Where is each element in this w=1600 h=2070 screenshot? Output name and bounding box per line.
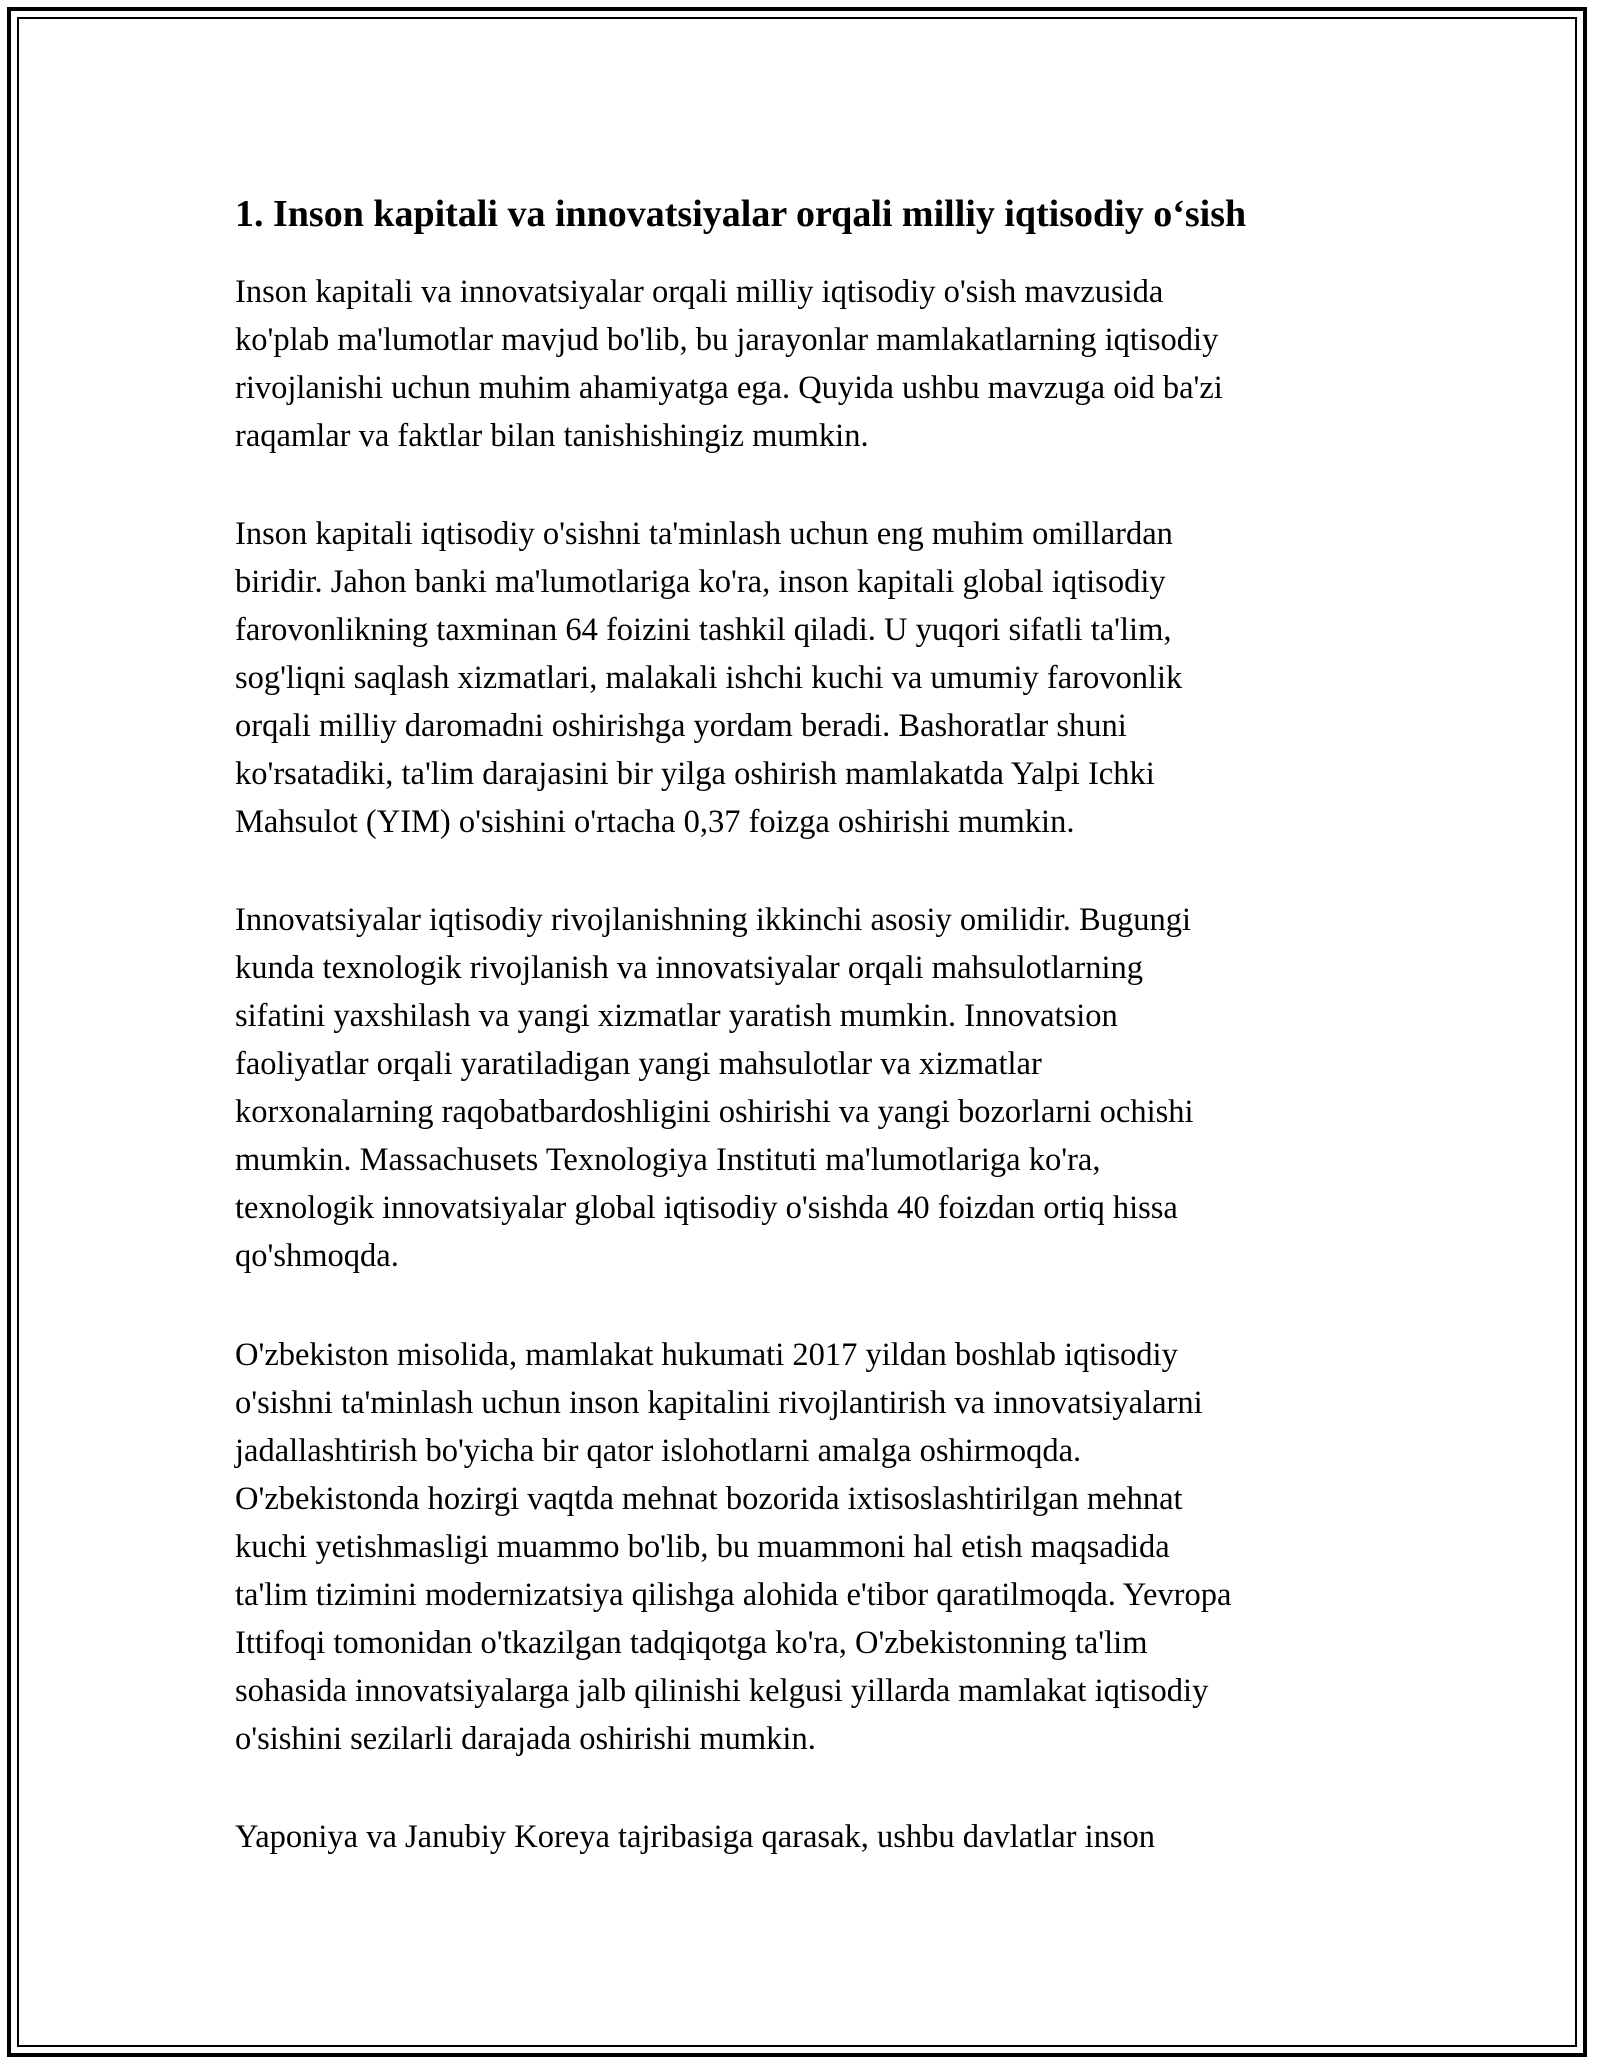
paragraph-3-line-7: texnologik innovatsiyalar global iqtisodiy o'sishda 40 foizdan ortiq hissa bbox=[235, 1190, 1178, 1226]
paragraph-4-line-1: O'zbekiston misolida, mamlakat hukumati 2017 yildan boshlab iqtisodiy bbox=[235, 1337, 1178, 1373]
paragraph-4-line-3: jadallashtirish bo'yicha bir qator islohotlarni amalga oshirmoqda. bbox=[235, 1433, 1082, 1469]
paragraph-4-line-8: sohasida innovatsiyalarga jalb qilinishi kelgusi yillarda mamlakat iqtisodiy bbox=[235, 1673, 1209, 1709]
paragraph-4-line-7: Ittifoqi tomonidan o'tkazilgan tadqiqotga ko'ra, O'zbekistonning ta'lim bbox=[235, 1625, 1148, 1661]
section-heading: 1. Inson kapitali va innovatsiyalar orqali milliy iqtisodiy o‘sish bbox=[235, 193, 1247, 235]
paragraph-4-line-6: ta'lim tizimini modernizatsiya qilishga alohida e'tibor qaratilmoqda. Yevropa bbox=[235, 1577, 1232, 1613]
paragraph-4-line-2: o'sishni ta'minlash uchun inson kapitalini rivojlantirish va innovatsiyalarni bbox=[235, 1385, 1203, 1421]
paragraph-3-line-3: sifatini yaxshilash va yangi xizmatlar yaratish mumkin. Innovatsion bbox=[235, 998, 1118, 1034]
paragraph-3-line-8: qo'shmoqda. bbox=[235, 1238, 399, 1274]
paragraph-2-line-3: farovonlikning taxminan 64 foizini tashkil qiladi. U yuqori sifatli ta'lim, bbox=[235, 612, 1172, 648]
paragraph-1-line-1: Inson kapitali va innovatsiyalar orqali milliy iqtisodiy o'sish mavzusida bbox=[235, 274, 1164, 310]
paragraph-2-line-6: ko'rsatadiki, ta'lim darajasini bir yilga oshirish mamlakatda Yalpi Ichki bbox=[235, 756, 1155, 792]
paragraph-3-line-1: Innovatsiyalar iqtisodiy rivojlanishning ikkinchi asosiy omilidir. Bugungi bbox=[235, 902, 1191, 938]
paragraph-5-line-1: Yaponiya va Janubiy Koreya tajribasiga qarasak, ushbu davlatlar inson bbox=[235, 1819, 1156, 1855]
paragraph-2-line-5: orqali milliy daromadni oshirishga yordam beradi. Bashoratlar shuni bbox=[235, 708, 1127, 744]
paragraph-2-line-4: sog'liqni saqlash xizmatlari, malakali ishchi kuchi va umumiy farovonlik bbox=[235, 660, 1183, 696]
paragraph-3-line-6: mumkin. Massachusets Texnologiya Instituti ma'lumotlariga ko'ra, bbox=[235, 1142, 1101, 1178]
paragraph-3-line-4: faoliyatlar orqali yaratiladigan yangi mahsulotlar va xizmatlar bbox=[235, 1046, 1042, 1082]
paragraph-1-line-3: rivojlanishi uchun muhim ahamiyatga ega. Quyida ushbu mavzuga oid ba'zi bbox=[235, 370, 1223, 406]
paragraph-2-line-1: Inson kapitali iqtisodiy o'sishni ta'minlash uchun eng muhim omillardan bbox=[235, 516, 1173, 552]
paragraph-1-line-4: raqamlar va faktlar bilan tanishishingiz mumkin. bbox=[235, 418, 869, 454]
paragraph-3-line-5: korxonalarning raqobatbardoshligini oshirishi va yangi bozorlarni ochishi bbox=[235, 1094, 1194, 1130]
paragraph-2-line-2: biridir. Jahon banki ma'lumotlariga ko'ra, inson kapitali global iqtisodiy bbox=[235, 564, 1166, 600]
paragraph-1-line-2: ko'plab ma'lumotlar mavjud bo'lib, bu jarayonlar mamlakatlarning iqtisodiy bbox=[235, 322, 1219, 358]
paragraph-4-line-4: O'zbekistonda hozirgi vaqtda mehnat bozorida ixtisoslashtirilgan mehnat bbox=[235, 1481, 1183, 1517]
paragraph-3-line-2: kunda texnologik rivojlanish va innovatsiyalar orqali mahsulotlarning bbox=[235, 950, 1144, 986]
paragraph-2-line-7: Mahsulot (YIM) o'sishini o'rtacha 0,37 foizga oshirishi mumkin. bbox=[235, 804, 1075, 840]
paragraph-4-line-9: o'sishini sezilarli darajada oshirishi mumkin. bbox=[235, 1721, 816, 1757]
paragraph-4-line-5: kuchi yetishmasligi muammo bo'lib, bu muammoni hal etish maqsadida bbox=[235, 1529, 1170, 1565]
